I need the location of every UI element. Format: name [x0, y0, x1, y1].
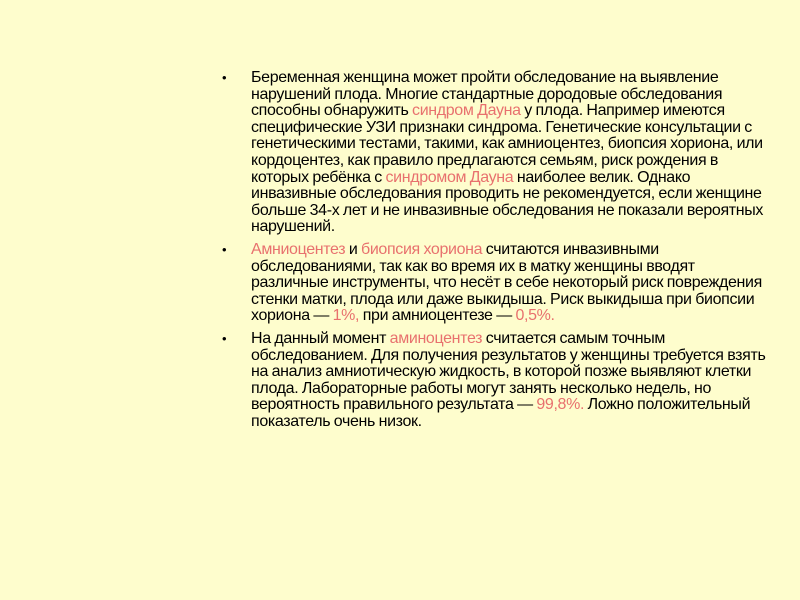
text-segment: считается самым точным обследованием. Для получения результатов у женщины требуется взять на анализ амниотическую жидкость, в которой позже выявляют клетки плода. Лабораторные работы могут занять несколько недель, но вероятность правильного результата —	[251, 329, 766, 414]
highlighted-term: аминоцентез	[389, 329, 483, 347]
bullet-list	[222, 70, 767, 436]
bullet-item-1	[222, 70, 767, 236]
bullet-item-3	[222, 331, 767, 431]
highlighted-term: синдром Дауна	[412, 102, 521, 120]
paragraph-text	[251, 241, 762, 324]
text-segment: и	[345, 240, 362, 258]
text-segment: Беременная женщина может пройти обследование на выявление нарушений плода. Многие стандартные дородовые обследования способны обнаружить	[251, 69, 723, 120]
bullet-item-2	[222, 242, 767, 325]
bullet-icon: •	[222, 241, 227, 257]
text-segment: считаются инвазивными обследованиями, так как во время их в матку женщины вводят различные инструменты, что несёт в себе некоторый риск повреждения стенки матки, плода или даже выкидыша. Риск выкидыша при биопсии хориона —	[251, 240, 762, 325]
text-segment: у плода. Например имеются специфические УЗИ признаки синдрома. Генетические консультации с генетическими тестами, такими, как амниоцентез, биопсия хориона, или кордоцентез, как правило предлагаются семьям, риск рождения в которых ребёнка с	[251, 102, 763, 186]
highlighted-term: биопсия хориона	[361, 240, 483, 258]
text-segment: при амниоцентезе —	[359, 307, 516, 325]
highlighted-term: Амниоцентез	[251, 240, 346, 258]
bullet-icon: •	[222, 70, 227, 85]
highlighted-term: 99,8%.	[536, 396, 585, 414]
paragraph-text	[251, 69, 763, 235]
text-segment: На данный момент	[251, 329, 390, 347]
text-segment: наиболее велик. Однако инвазивные обследования проводить не рекомендуется, если женщине больше 34-х лет и не инвазивные обследования не показали вероятных нарушений.	[251, 168, 764, 236]
paragraph-text	[251, 330, 765, 430]
highlighted-term: синдромом Дауна	[385, 168, 514, 186]
highlighted-term: 1%,	[332, 307, 360, 325]
text-segment: Ложно положительный показатель очень низок.	[251, 396, 751, 430]
highlighted-term: 0,5%.	[515, 307, 555, 325]
bullet-icon: •	[222, 330, 227, 346]
